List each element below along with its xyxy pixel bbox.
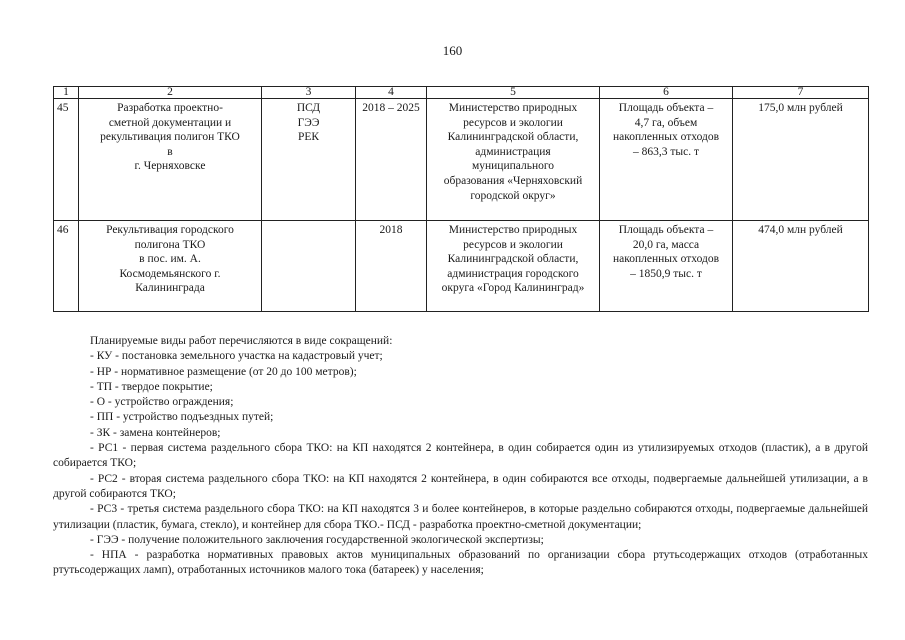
measure-name-line: Рекультивация городского [106, 224, 234, 236]
measure-name [79, 221, 262, 312]
responsible-line: муниципального [471, 160, 555, 173]
responsible-line: Калининградской области, [447, 131, 579, 144]
responsible-line: образования «Черняховский [443, 174, 583, 187]
work-code: РЕК [297, 131, 320, 144]
abbreviation-item: - НПА - разработка нормативных правовых актов муниципальных образований по организации сбора ртутьсодержащих отходов (отработанных ртутьсодержащих ламп), отработанных источников малого тока (батареек) у населения; [53, 549, 868, 577]
responsible-line: ресурсов и экологии [463, 238, 563, 251]
abbreviations-notes [53, 334, 868, 579]
table-row [54, 99, 869, 221]
parameter-line: Площадь объекта – [618, 224, 714, 236]
parameter-line: 4,7 га, объем [634, 116, 698, 129]
object-parameters [600, 221, 733, 312]
measure-name-line: Разработка проектно- [117, 102, 223, 114]
measures-table [53, 86, 869, 312]
responsible-party [427, 99, 600, 221]
measure-name-line: Космодемьянского г. [119, 267, 221, 280]
column-number-6: 6 [600, 87, 733, 99]
responsible-line: Министерство природных [448, 102, 578, 114]
abbreviation-item: - РС1 - первая система раздельного сбора ТКО: на КП находятся 2 контейнера, в один собирается один из утилизируемых отходов (пластик), а в другой собирается ТКО; [53, 442, 868, 470]
measure-name-line: полигона ТКО [134, 238, 206, 251]
column-number-7: 7 [733, 87, 869, 99]
responsible-party [427, 221, 600, 312]
row-number: 45 [54, 99, 79, 221]
column-number-5: 5 [427, 87, 600, 99]
responsible-line: ресурсов и экологии [463, 116, 563, 129]
cost: 175,0 млн рублей [733, 99, 869, 221]
abbreviation-item: - ТП - твердое покрытие; [90, 380, 213, 393]
measure-name [79, 99, 262, 221]
implementation-period: 2018 – 2025 [356, 99, 427, 221]
responsible-line: администрация [475, 145, 551, 158]
parameter-line: – 1850,9 тыс. т [630, 267, 702, 280]
work-code: ГЭЭ [297, 116, 320, 129]
table-row [54, 221, 869, 312]
abbreviation-item: - ГЭЭ - получение положительного заключения государственной экологической экспертизы; [90, 533, 544, 546]
responsible-line: городской округ» [470, 189, 556, 202]
abbreviation-item: - КУ - постановка земельного участка на кадастровый учет; [90, 350, 383, 363]
cost: 474,0 млн рублей [733, 221, 869, 312]
measure-name-line: в [167, 145, 173, 158]
work-code: ПСД [296, 102, 321, 114]
abbreviation-item: - РС2 - вторая система раздельного сбора ТКО: на КП находятся 2 контейнера, в один собираются все отходы, подвергаемые дальнейшей утилизации, а в другой собираются ТКО; [53, 472, 868, 500]
parameter-line: – 863,3 тыс. т [632, 145, 699, 158]
work-codes [262, 221, 356, 312]
responsible-line: администрация городского [447, 267, 579, 280]
abbreviation-item: - ЗК - замена контейнеров; [90, 426, 221, 439]
responsible-line: Калининградской области, [447, 253, 579, 266]
abbreviation-item: - ПП - устройство подъездных путей; [90, 411, 274, 424]
parameter-line: накопленных отходов [612, 253, 720, 266]
parameter-line: 20,0 га, масса [632, 238, 700, 251]
implementation-period: 2018 [356, 221, 427, 312]
abbreviation-item: - НР - нормативное размещение (от 20 до 100 метров); [90, 365, 357, 378]
responsible-line: округа «Город Калининград» [441, 282, 585, 295]
column-number-2: 2 [79, 87, 262, 99]
work-codes [262, 99, 356, 221]
abbreviation-item: - РС3 - третья система раздельного сбора ТКО: на КП находятся 3 и более контейнеров, в которые раздельно собираются отходы, подвергаемые дальнейшей утилизации (пластик, бумага, стекло), и контейнер для сбора ТКО.- ПСД - разработка проектно-сметной документации; [53, 503, 868, 531]
parameter-line: накопленных отходов [612, 131, 720, 144]
measure-name-line: в пос. им. А. [139, 253, 201, 266]
measure-name-line: Калининграда [135, 282, 205, 295]
measure-name-line: г. Черняховске [134, 160, 206, 173]
measure-name-line: рекультивация полигон ТКО [100, 131, 240, 144]
column-number-3: 3 [262, 87, 356, 99]
row-number: 46 [54, 221, 79, 312]
abbreviation-item: - О - устройство ограждения; [90, 396, 234, 409]
notes-intro: Планируемые виды работ перечисляются в виде сокращений: [90, 335, 393, 347]
page-number: 160 [442, 43, 463, 58]
table-header-row [54, 87, 869, 99]
column-number-4: 4 [356, 87, 427, 99]
responsible-line: Министерство природных [448, 224, 578, 236]
column-number-1: 1 [54, 87, 79, 99]
object-parameters [600, 99, 733, 221]
parameter-line: Площадь объекта – [618, 102, 714, 114]
measure-name-line: сметной документации и [108, 116, 232, 129]
